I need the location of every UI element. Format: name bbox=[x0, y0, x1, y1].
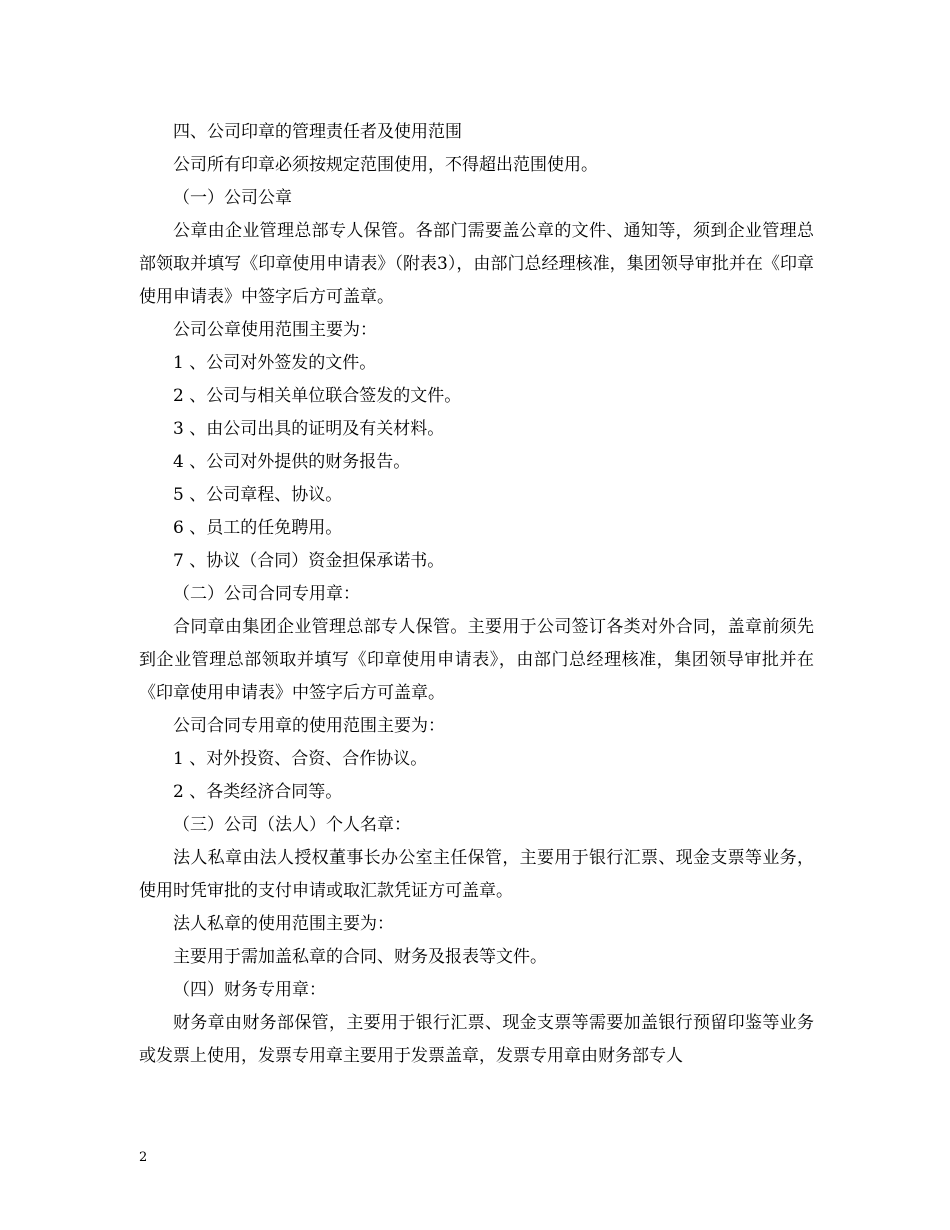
paragraph: 主要用于需加盖私章的合同、财务及报表等文件。 bbox=[173, 947, 547, 967]
list-item: 5 、公司章程、协议。 bbox=[173, 485, 343, 505]
paragraph: 合同章由集团企业管理总部专人保管。主要用于公司签订各类对外合同，盖章前须先到企业管理总部领取并填写《印章使用申请表》，由部门总经理核准，集团领导审批并在《印章使用申请表》中签字后方可盖章。 bbox=[139, 617, 814, 703]
list-item: 2 、各类经济合同等。 bbox=[173, 782, 343, 802]
list-item: 4 、公司对外提供的财务报告。 bbox=[173, 452, 411, 472]
document-body bbox=[139, 116, 814, 1073]
list-item: 6 、员工的任免聘用。 bbox=[173, 518, 343, 538]
list-item: 2 、公司与相关单位联合签发的文件。 bbox=[173, 386, 462, 406]
paragraph: 公司公章使用范围主要为： bbox=[173, 320, 377, 340]
section-heading: 四、公司印章的管理责任者及使用范围 bbox=[173, 122, 462, 142]
subsection-heading: （二）公司合同专用章： bbox=[173, 584, 360, 604]
list-item: 7 、协议（合同）资金担保承诺书。 bbox=[173, 551, 445, 571]
paragraph: 公司所有印章必须按规定范围使用，不得超出范围使用。 bbox=[173, 155, 598, 175]
list-item: 3 、由公司出具的证明及有关材料。 bbox=[173, 419, 445, 439]
paragraph: 公司合同专用章的使用范围主要为： bbox=[173, 716, 445, 736]
paragraph: 法人私章由法人授权董事长办公室主任保管，主要用于银行汇票、现金支票等业务，使用时凭审批的支付申请或取汇款凭证方可盖章。 bbox=[139, 848, 814, 901]
subsection-heading: （四）财务专用章： bbox=[173, 980, 326, 1000]
paragraph: 法人私章的使用范围主要为： bbox=[173, 914, 394, 934]
list-item: 1 、对外投资、合资、合作协议。 bbox=[173, 749, 428, 769]
paragraph: 公章由企业管理总部专人保管。各部门需要盖公章的文件、通知等，须到企业管理总部领取并填写《印章使用申请表》（附表3），由部门总经理核准，集团领导审批并在《印章使用申请表》中签字后方可盖章。 bbox=[139, 221, 814, 307]
paragraph: 财务章由财务部保管，主要用于银行汇票、现金支票等需要加盖银行预留印鉴等业务或发票上使用，发票专用章主要用于发票盖章，发票专用章由财务部专人 bbox=[139, 1013, 814, 1066]
list-item: 1 、公司对外签发的文件。 bbox=[173, 353, 377, 373]
subsection-heading: （三）公司（法人）个人名章： bbox=[173, 815, 411, 835]
page-number: 2 bbox=[139, 1150, 148, 1165]
subsection-heading: （一）公司公章 bbox=[173, 188, 292, 208]
